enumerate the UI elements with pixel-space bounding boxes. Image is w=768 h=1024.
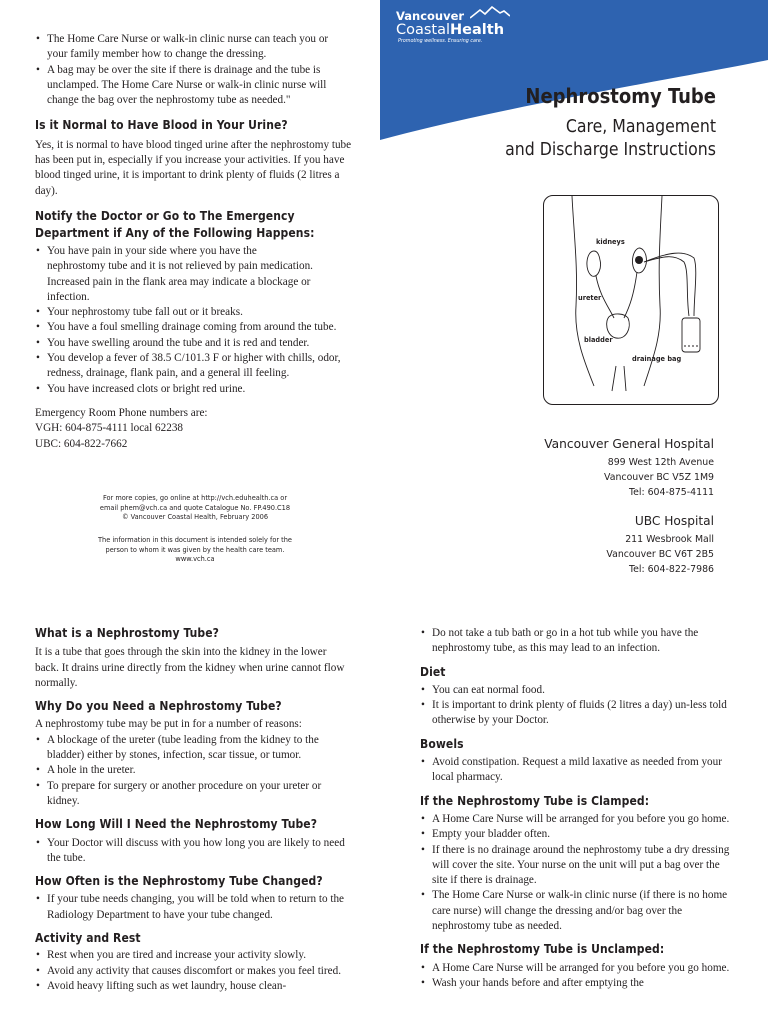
blood-heading: Is it Normal to Have Blood in Your Urine?: [35, 118, 288, 133]
diet-list: [420, 683, 738, 729]
logo-line2: CoastalHealth: [396, 22, 505, 38]
why-list: [35, 733, 353, 809]
list-item: • You have a foul smelling drainage coming from around the tube.: [35, 320, 353, 335]
hospital-address: 899 West 12th Avenue: [607, 457, 714, 468]
cover-subtitle-1: Care, Management: [565, 117, 716, 137]
list-item: • You have increased clots or bright red urine.: [35, 382, 353, 397]
unclamped-list: [420, 961, 738, 992]
list-item: • Avoid constipation. Request a mild laxative as needed from your local pharmacy.: [420, 755, 732, 786]
label-bladder: bladder: [584, 336, 613, 344]
list-item: • You have swelling around the tube and it is red and tender.: [35, 336, 353, 351]
list-item: • If there is no drainage around the nephrostomy tube a dry dressing will cover the site. Your nurse on the unit will put a bag over the site if there is drainage.: [420, 843, 738, 889]
list-item: • A bag may be over the site if there is drainage and the tube is unclamped. The Home Care Nurse or walk-in clinic nurse will change the bag over the nephrostomy tube as needed.": [35, 63, 335, 109]
nephrostomy-diagram: [543, 195, 719, 405]
what-text: It is a tube that goes through the skin into the kidney in the lower back. It drains urine directly from the kidney when urine cannot flow normally.: [35, 646, 345, 689]
list-item: • You develop a fever of 38.5 C/101.3 F or higher with chills, odor, redness, drainage, flank pain, and a general ill feeling.: [35, 351, 353, 382]
list-item: • Your nephrostomy tube fall out or it breaks.: [35, 305, 353, 320]
howlong-list: [35, 836, 353, 867]
list-item: • Avoid any activity that causes discomfort or makes you feel tired.: [35, 964, 353, 979]
list-item: • A Home Care Nurse will be arranged for you before you go home.: [420, 961, 738, 976]
hospital-tel: Tel: 604-875-4111: [628, 487, 714, 498]
howlong-heading: How Long Will I Need the Nephrostomy Tube?: [35, 817, 318, 832]
why-text: A nephrostomy tube may be put in for a number of reasons:: [35, 718, 302, 731]
list-item: • Wash your hands before and after emptying the: [420, 976, 738, 991]
list-item: • Do not take a tub bath or go in a hot tub while you have the nephrostomy tube, as this may lead to an infection.: [420, 626, 738, 657]
what-heading: What is a Nephrostomy Tube?: [35, 626, 220, 640]
hospital-city: Vancouver BC V6T 2B5: [606, 549, 714, 560]
hospital-address: 211 Wesbrook Mall: [625, 534, 714, 545]
bowels-heading: Bowels: [420, 736, 464, 751]
logo-line1: Vancouver: [396, 9, 465, 23]
logo: [396, 10, 536, 45]
bottom-left-column: [35, 626, 353, 994]
blood-text: Yes, it is normal to have blood tinged urine after the nephrostomy tube has been put in, especially if you increase your activities. If you have blood tinged urine, it is important to drink plenty of fluids (2 litres a day).: [35, 138, 352, 197]
list-item: • Avoid heavy lifting such as wet laundry, house clean-: [35, 979, 353, 994]
why-heading: Why Do you Need a Nephrostomy Tube?: [35, 699, 282, 714]
er-phone-title: Emergency Room Phone numbers are:: [35, 406, 208, 419]
howoften-heading: How Often is the Nephrostomy Tube Changed?: [35, 874, 323, 889]
list-item: • A blockage of the ureter (tube leading from the kidney to the bladder) either by stones, infection, scar tissue, or tumor.: [35, 733, 353, 764]
label-ureter: ureter: [578, 294, 602, 302]
copies-info: For more copies, go online at http://vch.eduhealth.ca or email phem@vch.ca and quote Catalogue No. FP.490.C18 © Vancouver Coastal Health, February 2006: [99, 494, 291, 522]
list-item: • A Home Care Nurse will be arranged for you before you go home.: [420, 812, 738, 827]
list-item: • The Home Care Nurse or walk-in clinic nurse can teach you or your family member how to change the dressing.: [35, 32, 335, 63]
clamped-list: [420, 812, 738, 934]
list-item: • A hole in the ureter.: [35, 763, 353, 778]
list-item: • You can eat normal food.: [420, 683, 738, 698]
list-item: • Your Doctor will discuss with you how long you are likely to need the tube.: [35, 836, 353, 867]
list-item: • You have pain in your side where you have the nephrostomy tube and it is not relieved by pain medication. Increased pain in the flank area may indicate a blockage or infection.: [35, 244, 315, 305]
emergency-list: [35, 244, 353, 397]
label-drainage-bag: drainage bag: [632, 355, 682, 363]
hospital-vgh: [474, 436, 714, 500]
logo-tagline: Promoting wellness. Ensuring care.: [398, 39, 483, 44]
er-phone-vgh: VGH: 604-875-4111 local 62238: [35, 422, 184, 435]
dressing-list: [35, 32, 335, 108]
mountain-icon: [470, 6, 510, 20]
list-item: • If your tube needs changing, you will be told when to return to the Radiology Department to have your tube changed.: [35, 892, 353, 923]
list-item: • The Home Care Nurse or walk-in clinic nurse (if there is no home care nurse) will change the dressing and/or bag over the nephrostomy tube as needed.: [420, 888, 738, 934]
diet-heading: Diet: [420, 664, 446, 679]
document-intent: The information in this document is intended solely for the person to whom it was given by the health care team. www.vch.ca: [97, 536, 292, 564]
cover-subtitle-2: and Discharge Instructions: [505, 140, 716, 160]
list-item: • Empty your bladder often.: [420, 827, 738, 842]
bottom-right-column: [420, 626, 738, 991]
hospital-ubc: [474, 513, 714, 577]
er-phone-ubc: UBC: 604-822-7662: [35, 437, 128, 450]
howoften-list: [35, 892, 353, 923]
list-item: • To prepare for surgery or another procedure on your ureter or kidney.: [35, 779, 337, 810]
clamped-heading: If the Nephrostomy Tube is Clamped:: [420, 793, 650, 808]
hospital-tel: Tel: 604-822-7986: [628, 564, 714, 575]
activity-list: [35, 948, 353, 994]
cover-title: Nephrostomy Tube: [525, 84, 716, 108]
unclamped-heading: If the Nephrostomy Tube is Unclamped:: [420, 942, 665, 957]
emergency-heading: Notify the Doctor or Go to The Emergency Department if Any of the Following Happens:: [35, 208, 315, 240]
top-left-column: [35, 32, 353, 452]
bowels-list: [420, 755, 738, 786]
list-item: • It is important to drink plenty of fluids (2 litres a day) un-less told otherwise by your Doctor.: [420, 698, 738, 729]
label-kidneys: kidneys: [596, 238, 625, 246]
hospital-city: Vancouver BC V5Z 1M9: [604, 472, 714, 483]
activity-heading: Activity and Rest: [35, 931, 141, 946]
tub-list: [420, 626, 738, 657]
list-item: • Rest when you are tired and increase your activity slowly.: [35, 948, 353, 963]
hospital-name: UBC Hospital: [634, 514, 714, 528]
hospital-name: Vancouver General Hospital: [544, 437, 714, 451]
anatomy-illustration: [544, 196, 718, 404]
